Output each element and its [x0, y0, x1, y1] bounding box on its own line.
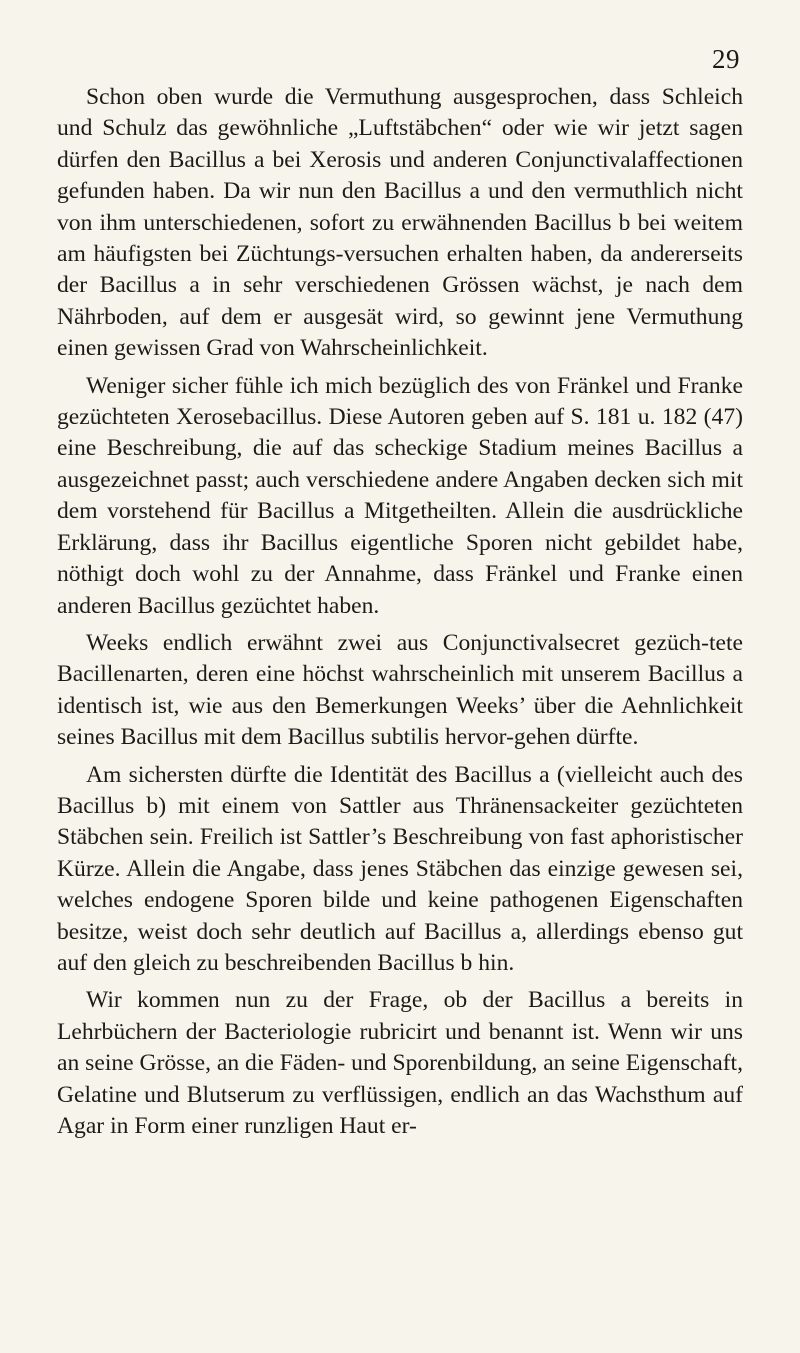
- page-number: 29: [712, 44, 740, 74]
- paragraph-5: Wir kommen nun zu der Frage, ob der Bacillus a bereits in Lehrbüchern der Bacteriologie rubricirt und benannt ist. Wenn wir uns an seine Grösse, an die Fäden- und Sporenbildung, an seine Eigenschaft, Gelatine und Blutserum zu verflüssigen, endlich an das Wachsthum auf Agar in Form einer runzligen Haut er-: [57, 987, 744, 1139]
- paragraph-4: Am sichersten dürfte die Identität des Bacillus a (vielleicht auch des Bacillus b) mit einem von Sattler aus Thränensackeiter gezüchteten Stäbchen sein. Freilich ist Sattler’s Beschreibung von fast aphoristischer Kürze. Allein die Angabe, dass jenes Stäbchen das einzige gewesen sei, welches endogene Sporen bilde und keine pathogenen Eigenschaften besitze, weist doch sehr deutlich auf Bacillus a, allerdings ebenso gut auf den gleich zu beschreibenden Bacillus b hin.: [57, 761, 743, 976]
- paragraph-2: Weniger sicher fühle ich mich bezüglich des von Fränkel und Franke gezüchteten Xerosebacillus. Diese Autoren geben auf S. 181 u. 182 (47) eine Beschreibung, die auf das scheckige Stadium meines Bacillus a ausgezeichnet passt; auch verschiedene andere Angaben decken sich mit dem vorstehend für Bacillus a Mitgetheilten. Allein die ausdrückliche Erklärung, dass ihr Bacillus eigentliche Sporen nicht gebildet habe, nöthigt doch wohl zu der Annahme, dass Fränkel und Franke einen anderen Bacillus gezüchtet haben.: [57, 372, 743, 619]
- paragraph-3: Weeks endlich erwähnt zwei aus Conjunctivalsecret gezüch-tete Bacillenarten, deren eine höchst wahrscheinlich mit unserem Bacillus a identisch ist, wie aus den Bemerkungen Weeks’ über die Aehnlichkeit seines Bacillus mit dem Bacillus subtilis hervor-gehen dürfte.: [57, 629, 743, 751]
- paragraph-1: Schon oben wurde die Vermuthung ausgesprochen, dass Schleich und Schulz das gewöhnliche „Luftstäbchen“ oder wie wir jetzt sagen dürfen den Bacillus a bei Xerosis und anderen Conjunctivalaffectionen gefunden haben. Da wir nun den Bacillus a und den vermuthlich nicht von ihm unterschiedenen, sofort zu erwähnenden Bacillus b bei weitem am häufigsten bei Züchtungs-versuchen erhalten haben, da andererseits der Bacillus a in sehr verschiedenen Grössen wächst, je nach dem Nährboden, auf dem er ausgesät wird, so gewinnt jene Vermuthung einen gewissen Grad von Wahrscheinlichkeit.: [57, 84, 743, 362]
- body-text: [57, 82, 743, 1148]
